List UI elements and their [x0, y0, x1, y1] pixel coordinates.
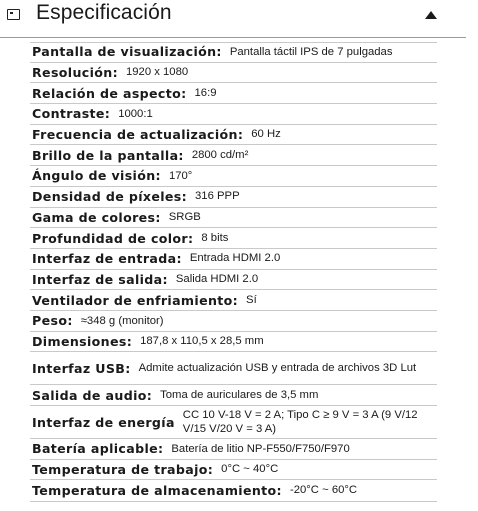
- spec-label: Pantalla de visualización:: [32, 44, 222, 60]
- spec-value: 316 PPP: [195, 190, 240, 203]
- spec-row: [30, 63, 437, 84]
- spec-value: 170°: [168, 169, 193, 182]
- spec-label: Batería aplicable:: [32, 441, 164, 457]
- spec-value: CC 10 V-18 V = 2 A; Tipo C ≥ 9 V = 3 A (9 V/12 V/15 V/20 V = 3 A): [182, 408, 418, 435]
- specification-section-header[interactable]: [0, 0, 466, 38]
- spec-value: 1000:1: [118, 107, 153, 120]
- caret-up-icon[interactable]: [424, 10, 440, 22]
- spec-row: [30, 208, 437, 229]
- spec-label: Temperatura de trabajo:: [32, 462, 214, 478]
- spec-row: [30, 125, 437, 146]
- spec-label: Dimensiones:: [32, 333, 133, 349]
- spec-value: 0°C ~ 40°C: [221, 463, 279, 476]
- spec-row: [30, 385, 437, 406]
- spec-value: ≈348 g (monitor): [80, 314, 164, 327]
- spec-row: [30, 290, 437, 311]
- spec-row: [30, 83, 437, 104]
- spec-label: Interfaz de energía: [32, 414, 175, 430]
- spec-label: Gama de colores:: [32, 209, 161, 225]
- spec-value: SRGB: [168, 211, 201, 224]
- spec-value: 2800 cd/m²: [191, 149, 249, 162]
- spec-value: Salida HDMI 2.0: [175, 273, 259, 286]
- spec-value: Entrada HDMI 2.0: [189, 252, 281, 265]
- spec-value: 16:9: [194, 86, 217, 99]
- spec-label: Densidad de píxeles:: [32, 189, 188, 205]
- spec-row: [30, 104, 437, 125]
- spec-row: [30, 439, 437, 460]
- spec-label: Brillo de la pantalla:: [32, 147, 184, 163]
- spec-label: Contraste:: [32, 106, 111, 122]
- section-title: Especificación: [36, 1, 172, 24]
- spec-row: [30, 406, 437, 439]
- spec-row: [30, 42, 437, 63]
- spec-value: Batería de litio NP-F550/F750/F970: [171, 442, 350, 455]
- spec-value: Toma de auriculares de 3,5 mm: [160, 388, 319, 401]
- spec-value: Pantalla táctil IPS de 7 pulgadas: [229, 45, 393, 58]
- spec-label: Peso:: [32, 313, 73, 329]
- spec-value: -20°C ~ 60°C: [289, 484, 358, 497]
- specs-table: [30, 42, 437, 502]
- spec-row: [30, 270, 437, 291]
- spec-value: Admite actualización USB y entrada de archivos 3D Lut: [138, 362, 417, 375]
- spec-row: [30, 311, 437, 332]
- document-icon: [7, 9, 20, 20]
- spec-label: Interfaz de salida:: [32, 271, 168, 287]
- spec-value: 1920 x 1080: [125, 66, 189, 79]
- spec-row: [30, 332, 437, 353]
- spec-label: Salida de audio:: [32, 387, 153, 403]
- spec-label: Resolución:: [32, 65, 118, 81]
- spec-row: [30, 480, 437, 501]
- spec-row: [30, 352, 437, 385]
- spec-row: [30, 166, 437, 187]
- spec-label: Ventilador de enfriamiento:: [32, 292, 239, 308]
- spec-row: [30, 228, 437, 249]
- spec-value: Sí: [246, 293, 257, 306]
- spec-label: Interfaz USB:: [32, 360, 131, 376]
- spec-value: 60 Hz: [251, 128, 281, 141]
- spec-label: Frecuencia de actualización:: [32, 127, 244, 143]
- spec-label: Ángulo de visión:: [32, 168, 161, 184]
- spec-row: [30, 460, 437, 481]
- spec-row: [30, 187, 437, 208]
- spec-value: 8 bits: [201, 231, 229, 244]
- spec-row: [30, 145, 437, 166]
- spec-label: Temperatura de almacenamiento:: [32, 483, 282, 499]
- spec-label: Interfaz de entrada:: [32, 251, 182, 267]
- spec-label: Relación de aspecto:: [32, 85, 187, 101]
- spec-label: Profundidad de color:: [32, 230, 194, 246]
- spec-value: 187,8 x 110,5 x 28,5 mm: [140, 335, 264, 348]
- spec-row: [30, 249, 437, 270]
